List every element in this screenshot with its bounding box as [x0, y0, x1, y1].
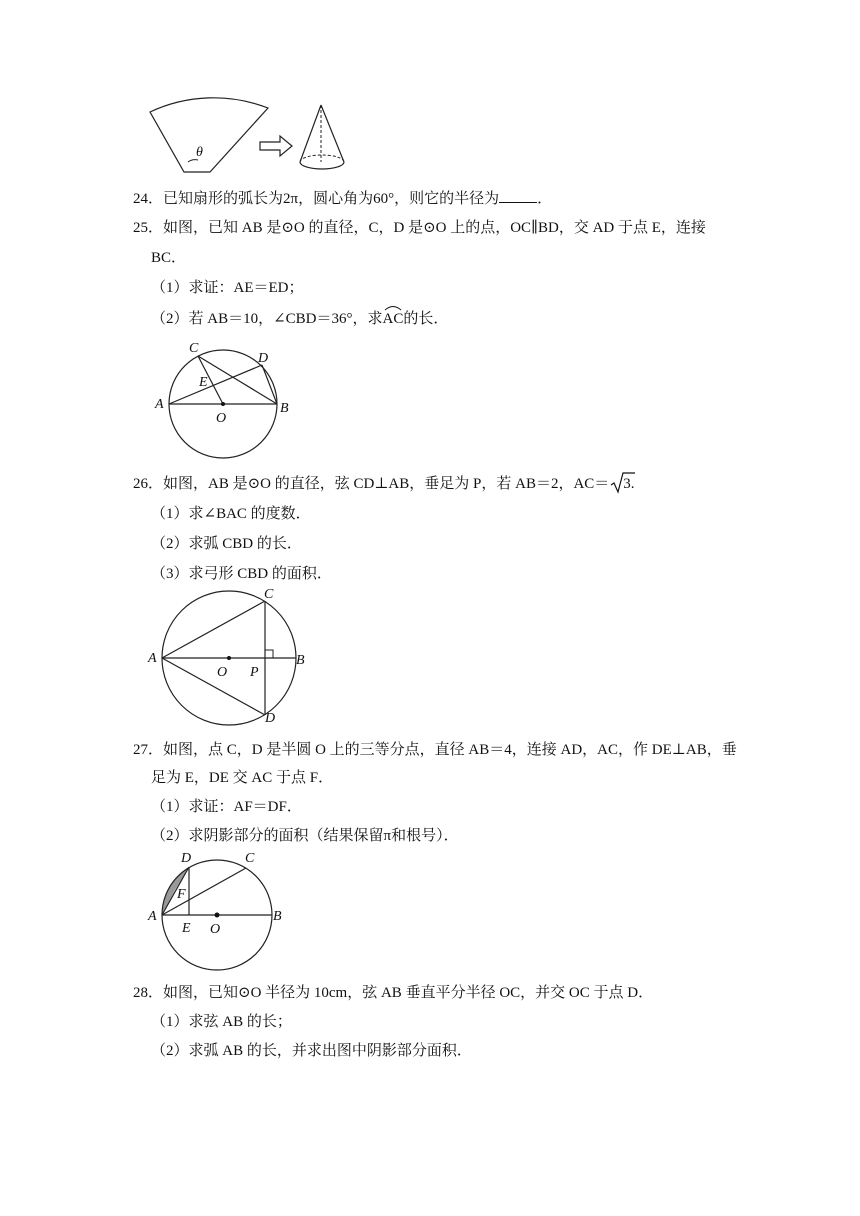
center-o-dot	[227, 656, 231, 660]
q24-text: 24．已知扇形的弧长为2π，圆心角为60°，则它的半径为 ．	[133, 188, 552, 209]
q26-part3: （3）求弓形 CBD 的面积．	[151, 566, 332, 582]
q25-part1: （1）求证：AE＝ED；	[151, 280, 304, 296]
q25-figure	[150, 338, 310, 468]
label-b: B	[296, 653, 305, 668]
label-b: B	[273, 909, 282, 924]
label-c: C	[245, 851, 255, 866]
q25-line2: BC．	[151, 250, 187, 266]
label-e: E	[199, 375, 208, 390]
label-a: A	[155, 397, 164, 412]
label-a: A	[148, 909, 157, 924]
label-a: A	[148, 651, 157, 666]
label-e: E	[182, 921, 191, 936]
sqrt-symbol: 3	[611, 474, 631, 494]
q26-line1: 26．如图，AB 是⊙O 的直径，弦 CD⊥AB，垂足为 P，若 AB＝2，AC＝ 3.	[133, 474, 635, 494]
label-o: O	[216, 411, 227, 426]
q26-figure	[145, 586, 325, 726]
q28-line1: 28．如图，已知⊙O 半径为 10cm，弦 AB 垂直平分半径 OC，并交 OC 于点 D．	[133, 985, 654, 1001]
label-d: D	[265, 711, 276, 726]
q26-part2: （2）求弧 CBD 的长．	[151, 536, 302, 552]
label-c: C	[264, 587, 274, 602]
theta-label: θ	[196, 145, 203, 160]
cone-shape	[300, 105, 344, 169]
chord-ad	[169, 365, 262, 404]
arrow-icon	[260, 136, 292, 156]
q28-part2: （2）求弧 AB 的长，并求出图中阴影部分面积．	[151, 1043, 472, 1059]
q27-part1: （1）求证：AF＝DF．	[151, 799, 302, 815]
q25-line1: 25．如图，已知 AB 是⊙O 的直径，C，D 是⊙O 上的点，OC∥BD，交 AD 于点 E，连接	[133, 220, 706, 236]
label-c: C	[189, 341, 199, 356]
sector-to-cone-figure	[140, 100, 370, 180]
label-f: F	[177, 887, 186, 902]
sector-arc-angle	[188, 160, 198, 162]
answer-blank	[499, 188, 537, 203]
label-o: O	[210, 922, 221, 937]
sector-shape	[150, 98, 268, 172]
label-d: D	[181, 851, 192, 866]
label-d: D	[258, 351, 269, 366]
right-angle-mark	[265, 650, 273, 658]
segment-bd	[262, 365, 277, 404]
label-b: B	[280, 401, 289, 416]
segment-ac	[162, 601, 265, 658]
arc-ac-symbol: AC	[383, 309, 404, 329]
q27-line2: 足为 E，DE 交 AC 于点 F．	[151, 770, 334, 786]
q28-part1: （1）求弦 AB 的长；	[151, 1014, 292, 1030]
q27-line1: 27．如图，点 C，D 是半圆 O 上的三等分点，直径 AB＝4，连接 AD，AC，作 DE⊥AB，垂	[133, 742, 737, 758]
center-o-dot	[221, 402, 225, 406]
q27-figure	[145, 846, 305, 976]
label-o: O	[217, 665, 228, 680]
q25-part2: （2）若 AB＝10，∠CBD＝36°，求 AC的长．	[151, 309, 448, 329]
label-p: P	[250, 665, 259, 680]
center-o-dot	[215, 913, 220, 918]
q26-part1: （1）求∠BAC 的度数．	[151, 506, 311, 522]
q27-part2: （2）求阴影部分的面积（结果保留π和根号）．	[151, 828, 459, 844]
